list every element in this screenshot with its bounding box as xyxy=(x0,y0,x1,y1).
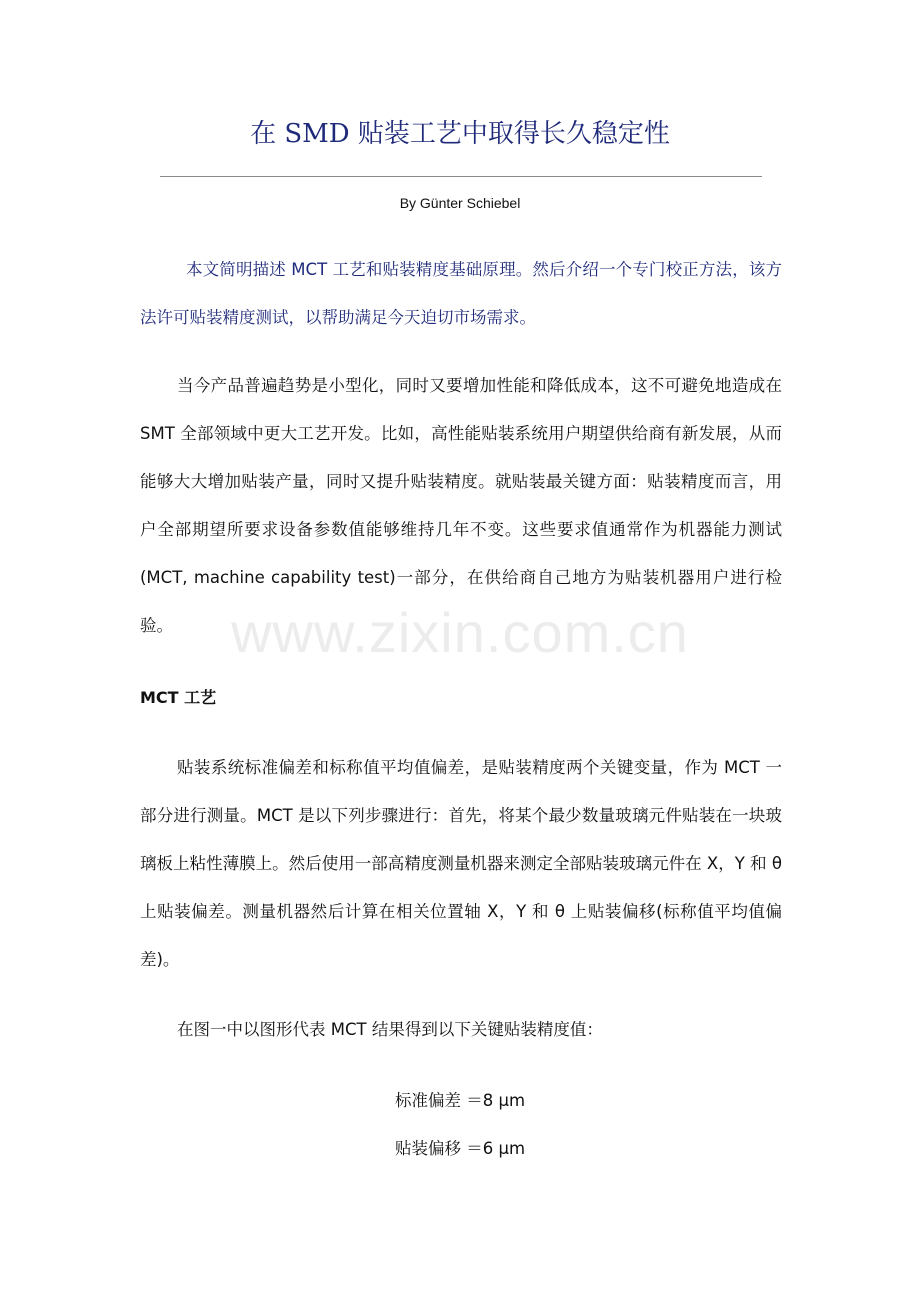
equation-placement-offset: 贴装偏移 ＝6 μm xyxy=(394,1139,526,1158)
author-byline: By Günter Schiebel xyxy=(399,195,521,211)
section-heading: MCT 工艺 xyxy=(140,688,217,707)
watermark: www.zixin.com.cn xyxy=(231,601,689,664)
body-paragraph-2: 贴装系统标准偏差和标称值平均值偏差，是贴装精度两个关键变量，作为 MCT 一部分进行测量。MCT 是以下列步骤进行：首先，将某个最少数量玻璃元件贴装在一块玻璃板上粘性薄膜上。然后使用一部高精度测量机器来测定全部贴装玻璃元件在 X，Y 和 θ 上贴装偏差。测量机器然后计算在相关位置轴 X，Y 和 θ 上贴装偏移(标称值平均值偏差)。 xyxy=(140,758,782,969)
body-paragraph-3: 在图一中以图形代表 MCT 结果得到以下关键贴装精度值： xyxy=(177,1020,603,1039)
document-title: 在 SMD 贴装工艺中取得长久稳定性 xyxy=(250,119,670,149)
body-paragraph-1: 当今产品普遍趋势是小型化，同时又要增加性能和降低成本，这不可避免地造成在 SMT 全部领域中更大工艺开发。比如，高性能贴装系统用户期望供给商有新发展，从而能够大大增加贴装产量，同时又提升贴装精度。就贴装最关键方面：贴装精度而言，用户全部期望所要求设备参数值能够维持几年不变。这些要求值通常作为机器能力测试(MCT, machine capability test)一部分，在供给商自己地方为贴装机器用户进行检验。 xyxy=(140,376,782,635)
equation-standard-deviation: 标准偏差 ＝8 μm xyxy=(394,1091,526,1110)
abstract-paragraph: 本文简明描述 MCT 工艺和贴装精度基础原理。然后介绍一个专门校正方法，该方法许可贴装精度测试，以帮助满足今天迫切市场需求。 xyxy=(140,260,782,327)
title-divider xyxy=(160,176,762,177)
